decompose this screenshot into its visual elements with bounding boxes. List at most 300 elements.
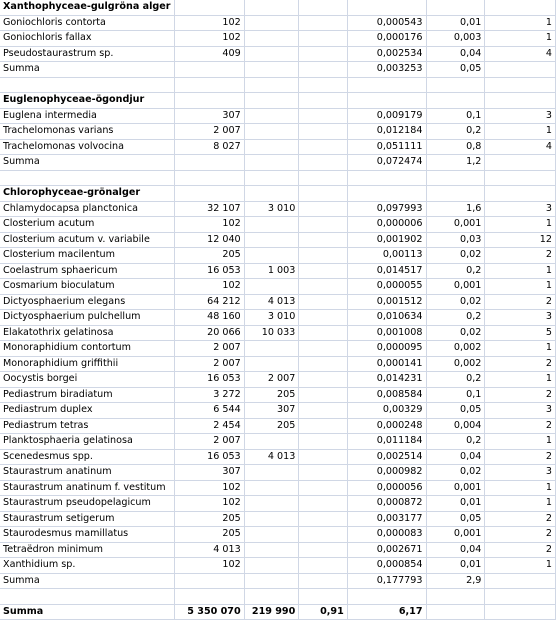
cell-name[interactable]: Summa (0, 604, 174, 620)
cell-col-5[interactable]: 0,001 (426, 480, 485, 496)
cell-col-5[interactable]: 0,04 (426, 449, 485, 465)
cell-col-2[interactable]: 4 013 (244, 449, 299, 465)
cell-col-6[interactable] (485, 0, 556, 15)
cell-col-3[interactable] (299, 217, 347, 233)
cell-col-4[interactable]: 0,001008 (347, 325, 426, 341)
cell-col-1[interactable] (174, 0, 244, 15)
cell-name[interactable]: Staurodesmus mamillatus (0, 527, 174, 543)
cell-col-5[interactable]: 0,01 (426, 15, 485, 31)
cell-col-6[interactable]: 1 (485, 279, 556, 295)
cell-col-3[interactable] (299, 465, 347, 481)
cell-col-3[interactable] (299, 170, 347, 186)
cell-col-1[interactable]: 102 (174, 496, 244, 512)
cell-col-5[interactable] (426, 589, 485, 605)
cell-col-6[interactable]: 12 (485, 232, 556, 248)
cell-col-2[interactable] (244, 139, 299, 155)
cell-col-5[interactable]: 0,2 (426, 310, 485, 326)
cell-col-5[interactable]: 0,01 (426, 496, 485, 512)
cell-col-3[interactable] (299, 573, 347, 589)
cell-col-2[interactable] (244, 217, 299, 233)
cell-col-6[interactable]: 5 (485, 325, 556, 341)
cell-name[interactable]: Scenedesmus spp. (0, 449, 174, 465)
cell-col-2[interactable] (244, 108, 299, 124)
cell-col-5[interactable]: 0,03 (426, 232, 485, 248)
cell-col-5[interactable]: 1,2 (426, 155, 485, 171)
cell-col-1[interactable]: 2 007 (174, 434, 244, 450)
cell-col-4[interactable]: 0,177793 (347, 573, 426, 589)
cell-col-3[interactable] (299, 201, 347, 217)
cell-name[interactable]: Dictyosphaerium elegans (0, 294, 174, 310)
cell-col-3[interactable] (299, 248, 347, 264)
cell-col-3[interactable] (299, 93, 347, 109)
cell-name[interactable]: Pediastrum biradiatum (0, 387, 174, 403)
cell-col-5[interactable]: 2,9 (426, 573, 485, 589)
cell-col-3[interactable] (299, 496, 347, 512)
cell-col-1[interactable] (174, 155, 244, 171)
cell-col-3[interactable] (299, 434, 347, 450)
cell-col-3[interactable] (299, 325, 347, 341)
cell-col-1[interactable]: 2 007 (174, 341, 244, 357)
cell-name[interactable]: Oocystis borgei (0, 372, 174, 388)
cell-col-4[interactable]: 0,072474 (347, 155, 426, 171)
cell-col-6[interactable]: 3 (485, 108, 556, 124)
cell-name[interactable]: Summa (0, 155, 174, 171)
cell-col-4[interactable]: 0,002514 (347, 449, 426, 465)
cell-col-5[interactable]: 0,02 (426, 325, 485, 341)
cell-col-3[interactable] (299, 46, 347, 62)
cell-col-5[interactable]: 0,001 (426, 217, 485, 233)
cell-col-2[interactable]: 3 010 (244, 310, 299, 326)
cell-col-5[interactable]: 0,004 (426, 418, 485, 434)
cell-col-5[interactable]: 0,001 (426, 279, 485, 295)
cell-col-1[interactable]: 2 454 (174, 418, 244, 434)
cell-col-1[interactable]: 102 (174, 31, 244, 47)
cell-col-1[interactable]: 48 160 (174, 310, 244, 326)
cell-name[interactable]: Dictyosphaerium pulchellum (0, 310, 174, 326)
cell-col-1[interactable]: 2 007 (174, 356, 244, 372)
cell-col-2[interactable]: 3 010 (244, 201, 299, 217)
cell-name[interactable]: Euglena intermedia (0, 108, 174, 124)
cell-col-4[interactable]: 0,001512 (347, 294, 426, 310)
cell-name[interactable]: Pediastrum tetras (0, 418, 174, 434)
cell-col-6[interactable] (485, 573, 556, 589)
cell-name[interactable]: Trachelomonas varians (0, 124, 174, 140)
cell-col-6[interactable]: 2 (485, 542, 556, 558)
cell-col-5[interactable]: 0,1 (426, 387, 485, 403)
cell-col-3[interactable] (299, 279, 347, 295)
cell-col-6[interactable]: 2 (485, 356, 556, 372)
cell-col-6[interactable]: 1 (485, 341, 556, 357)
cell-col-2[interactable] (244, 573, 299, 589)
table-row (0, 403, 556, 419)
cell-col-3[interactable] (299, 387, 347, 403)
blank-row (0, 589, 556, 605)
cell-col-3[interactable] (299, 186, 347, 202)
cell-col-5[interactable]: 0,001 (426, 527, 485, 543)
cell-col-6[interactable]: 2 (485, 418, 556, 434)
cell-col-5[interactable] (426, 93, 485, 109)
table-row (0, 232, 556, 248)
cell-col-5[interactable]: 0,05 (426, 403, 485, 419)
cell-col-2[interactable] (244, 511, 299, 527)
cell-col-1[interactable]: 16 053 (174, 263, 244, 279)
cell-name[interactable] (0, 589, 174, 605)
cell-col-4[interactable]: 0,000055 (347, 279, 426, 295)
cell-col-3[interactable] (299, 124, 347, 140)
cell-col-2[interactable]: 307 (244, 403, 299, 419)
cell-col-6[interactable]: 1 (485, 558, 556, 574)
blank-row (0, 170, 556, 186)
cell-col-1[interactable]: 102 (174, 480, 244, 496)
cell-col-4[interactable]: 0,003253 (347, 62, 426, 78)
cell-col-2[interactable]: 205 (244, 387, 299, 403)
cell-col-4[interactable]: 0,008584 (347, 387, 426, 403)
cell-col-1[interactable]: 32 107 (174, 201, 244, 217)
cell-col-1[interactable]: 64 212 (174, 294, 244, 310)
cell-col-4[interactable]: 0,097993 (347, 201, 426, 217)
cell-col-4[interactable]: 0,012184 (347, 124, 426, 140)
cell-name[interactable]: Staurastrum pseudopelagicum (0, 496, 174, 512)
cell-col-1[interactable]: 6 544 (174, 403, 244, 419)
table-row (0, 62, 556, 78)
cell-col-1[interactable]: 8 027 (174, 139, 244, 155)
cell-col-6[interactable]: 4 (485, 139, 556, 155)
cell-name[interactable] (0, 170, 174, 186)
cell-col-2[interactable] (244, 62, 299, 78)
cell-col-4[interactable]: 0,00329 (347, 403, 426, 419)
cell-name[interactable]: Chlorophyceae-grönalger (0, 186, 174, 202)
cell-col-6[interactable] (485, 155, 556, 171)
cell-name[interactable]: Monoraphidium griffithii (0, 356, 174, 372)
cell-col-4[interactable]: 0,051111 (347, 139, 426, 155)
cell-col-1[interactable]: 205 (174, 248, 244, 264)
cell-col-5[interactable]: 0,04 (426, 542, 485, 558)
cell-col-4[interactable]: 0,014517 (347, 263, 426, 279)
cell-col-6[interactable]: 1 (485, 217, 556, 233)
cell-col-2[interactable] (244, 155, 299, 171)
cell-col-1[interactable] (174, 186, 244, 202)
cell-name[interactable]: Monoraphidium contortum (0, 341, 174, 357)
cell-col-5[interactable]: 0,2 (426, 263, 485, 279)
table-row (0, 139, 556, 155)
cell-col-3[interactable]: 0,91 (299, 604, 347, 620)
cell-col-1[interactable]: 205 (174, 527, 244, 543)
cell-col-3[interactable] (299, 263, 347, 279)
cell-col-4[interactable]: 0,000176 (347, 31, 426, 47)
cell-col-6[interactable]: 2 (485, 449, 556, 465)
cell-col-1[interactable]: 205 (174, 511, 244, 527)
cell-name[interactable]: Goniochloris fallax (0, 31, 174, 47)
cell-col-4[interactable]: 0,000056 (347, 480, 426, 496)
cell-col-1[interactable]: 12 040 (174, 232, 244, 248)
cell-col-5[interactable]: 0,04 (426, 46, 485, 62)
cell-col-2[interactable] (244, 527, 299, 543)
cell-col-6[interactable] (485, 186, 556, 202)
cell-col-2[interactable] (244, 558, 299, 574)
cell-col-4[interactable] (347, 170, 426, 186)
cell-col-1[interactable]: 307 (174, 108, 244, 124)
cell-col-4[interactable]: 6,17 (347, 604, 426, 620)
cell-col-4[interactable]: 0,003177 (347, 511, 426, 527)
cell-col-5[interactable]: 0,002 (426, 356, 485, 372)
cell-col-6[interactable]: 1 (485, 480, 556, 496)
cell-col-3[interactable] (299, 403, 347, 419)
cell-col-5[interactable]: 0,01 (426, 558, 485, 574)
cell-col-6[interactable] (485, 77, 556, 93)
cell-col-5[interactable] (426, 604, 485, 620)
cell-col-5[interactable]: 0,002 (426, 341, 485, 357)
cell-col-4[interactable]: 0,000982 (347, 465, 426, 481)
cell-col-3[interactable] (299, 310, 347, 326)
cell-col-2[interactable] (244, 232, 299, 248)
cell-col-5[interactable]: 0,8 (426, 139, 485, 155)
cell-col-6[interactable]: 3 (485, 465, 556, 481)
cell-col-3[interactable] (299, 15, 347, 31)
table-row (0, 217, 556, 233)
cell-col-2[interactable] (244, 589, 299, 605)
cell-col-1[interactable] (174, 170, 244, 186)
cell-col-1[interactable]: 16 053 (174, 449, 244, 465)
cell-col-2[interactable]: 205 (244, 418, 299, 434)
cell-col-4[interactable]: 0,000083 (347, 527, 426, 543)
cell-col-6[interactable]: 1 (485, 31, 556, 47)
cell-col-2[interactable] (244, 496, 299, 512)
cell-col-3[interactable] (299, 232, 347, 248)
cell-col-5[interactable]: 0,05 (426, 511, 485, 527)
cell-col-1[interactable] (174, 77, 244, 93)
cell-col-4[interactable] (347, 0, 426, 15)
cell-col-6[interactable]: 1 (485, 263, 556, 279)
cell-col-6[interactable]: 1 (485, 434, 556, 450)
cell-col-3[interactable] (299, 294, 347, 310)
cell-col-5[interactable]: 0,02 (426, 248, 485, 264)
table-row (0, 108, 556, 124)
cell-name[interactable]: Euglenophyceae-ögondjur (0, 93, 174, 109)
cell-col-4[interactable]: 0,000543 (347, 15, 426, 31)
cell-col-6[interactable]: 3 (485, 201, 556, 217)
cell-col-4[interactable]: 0,002534 (347, 46, 426, 62)
cell-name[interactable]: Summa (0, 573, 174, 589)
cell-col-6[interactable]: 3 (485, 403, 556, 419)
cell-col-2[interactable] (244, 15, 299, 31)
cell-col-6[interactable]: 2 (485, 387, 556, 403)
cell-col-6[interactable]: 1 (485, 15, 556, 31)
cell-col-2[interactable] (244, 31, 299, 47)
cell-col-3[interactable] (299, 449, 347, 465)
cell-col-3[interactable] (299, 480, 347, 496)
cell-col-4[interactable]: 0,002671 (347, 542, 426, 558)
cell-name[interactable]: Closterium acutum v. variabile (0, 232, 174, 248)
cell-col-6[interactable]: 1 (485, 372, 556, 388)
cell-col-4[interactable]: 0,00113 (347, 248, 426, 264)
cell-col-5[interactable]: 0,2 (426, 372, 485, 388)
table-row (0, 124, 556, 140)
cell-name[interactable]: Pediastrum duplex (0, 403, 174, 419)
cell-col-5[interactable]: 0,02 (426, 294, 485, 310)
cell-name[interactable]: Goniochloris contorta (0, 15, 174, 31)
cell-col-2[interactable] (244, 186, 299, 202)
cell-col-2[interactable] (244, 77, 299, 93)
cell-name[interactable]: Closterium macilentum (0, 248, 174, 264)
cell-col-5[interactable]: 0,2 (426, 434, 485, 450)
cell-name[interactable]: Trachelomonas volvocina (0, 139, 174, 155)
cell-col-2[interactable] (244, 434, 299, 450)
table-row (0, 248, 556, 264)
cell-col-5[interactable]: 0,05 (426, 62, 485, 78)
cell-col-1[interactable]: 409 (174, 46, 244, 62)
cell-col-3[interactable] (299, 0, 347, 15)
cell-col-4[interactable] (347, 186, 426, 202)
cell-col-6[interactable]: 3 (485, 310, 556, 326)
cell-col-2[interactable]: 2 007 (244, 372, 299, 388)
cell-name[interactable]: Staurastrum anatinum (0, 465, 174, 481)
cell-col-5[interactable] (426, 170, 485, 186)
cell-col-4[interactable]: 0,010634 (347, 310, 426, 326)
cell-col-2[interactable] (244, 124, 299, 140)
cell-col-1[interactable] (174, 573, 244, 589)
cell-col-6[interactable] (485, 589, 556, 605)
cell-col-2[interactable]: 219 990 (244, 604, 299, 620)
cell-col-6[interactable]: 2 (485, 294, 556, 310)
cell-col-3[interactable] (299, 527, 347, 543)
cell-col-3[interactable] (299, 589, 347, 605)
cell-col-3[interactable] (299, 372, 347, 388)
cell-col-2[interactable] (244, 248, 299, 264)
cell-col-6[interactable]: 4 (485, 46, 556, 62)
cell-col-3[interactable] (299, 418, 347, 434)
cell-col-3[interactable] (299, 511, 347, 527)
cell-col-4[interactable] (347, 93, 426, 109)
table-row (0, 372, 556, 388)
cell-col-1[interactable] (174, 62, 244, 78)
cell-name[interactable]: Xanthidium sp. (0, 558, 174, 574)
cell-col-1[interactable]: 20 066 (174, 325, 244, 341)
grand-total-row (0, 604, 556, 620)
cell-col-2[interactable] (244, 480, 299, 496)
cell-col-1[interactable]: 2 007 (174, 124, 244, 140)
cell-col-4[interactable]: 0,000248 (347, 418, 426, 434)
cell-col-6[interactable]: 2 (485, 511, 556, 527)
cell-col-2[interactable] (244, 170, 299, 186)
cell-name[interactable]: Tetraëdron minimum (0, 542, 174, 558)
table-row (0, 341, 556, 357)
table-row (0, 527, 556, 543)
cell-name[interactable]: Cosmarium bioculatum (0, 279, 174, 295)
cell-col-4[interactable]: 0,001902 (347, 232, 426, 248)
cell-name[interactable]: Coelastrum sphaericum (0, 263, 174, 279)
cell-name[interactable] (0, 77, 174, 93)
cell-name[interactable]: Chlamydocapsa planctonica (0, 201, 174, 217)
cell-col-5[interactable]: 0,003 (426, 31, 485, 47)
cell-col-3[interactable] (299, 62, 347, 78)
cell-col-6[interactable]: 1 (485, 124, 556, 140)
cell-col-1[interactable]: 3 272 (174, 387, 244, 403)
cell-col-4[interactable]: 0,000854 (347, 558, 426, 574)
cell-col-4[interactable]: 0,000095 (347, 341, 426, 357)
cell-col-2[interactable] (244, 46, 299, 62)
cell-col-5[interactable] (426, 0, 485, 15)
group-header-row (0, 93, 556, 109)
cell-col-2[interactable] (244, 465, 299, 481)
cell-col-3[interactable] (299, 341, 347, 357)
cell-col-1[interactable]: 5 350 070 (174, 604, 244, 620)
cell-col-1[interactable]: 4 013 (174, 542, 244, 558)
cell-col-1[interactable]: 102 (174, 279, 244, 295)
cell-name[interactable]: Closterium acutum (0, 217, 174, 233)
cell-col-4[interactable]: 0,000872 (347, 496, 426, 512)
cell-col-5[interactable]: 1,6 (426, 201, 485, 217)
cell-name[interactable]: Planktosphaeria gelatinosa (0, 434, 174, 450)
cell-name[interactable]: Xanthophyceae-gulgröna alger (0, 0, 174, 15)
cell-col-5[interactable]: 0,02 (426, 465, 485, 481)
cell-col-6[interactable] (485, 62, 556, 78)
cell-col-1[interactable]: 307 (174, 465, 244, 481)
cell-col-4[interactable]: 0,011184 (347, 434, 426, 450)
cell-col-3[interactable] (299, 139, 347, 155)
cell-col-2[interactable] (244, 93, 299, 109)
cell-col-6[interactable] (485, 604, 556, 620)
cell-col-1[interactable]: 102 (174, 217, 244, 233)
cell-col-3[interactable] (299, 558, 347, 574)
cell-col-6[interactable]: 1 (485, 496, 556, 512)
cell-col-2[interactable] (244, 341, 299, 357)
cell-col-2[interactable] (244, 279, 299, 295)
cell-col-2[interactable]: 4 013 (244, 294, 299, 310)
cell-col-2[interactable] (244, 356, 299, 372)
cell-col-4[interactable]: 0,014231 (347, 372, 426, 388)
cell-col-5[interactable]: 0,2 (426, 124, 485, 140)
cell-col-3[interactable] (299, 542, 347, 558)
cell-col-4[interactable] (347, 589, 426, 605)
table-row (0, 449, 556, 465)
cell-name[interactable]: Elakatothrix gelatinosa (0, 325, 174, 341)
cell-col-4[interactable]: 0,000006 (347, 217, 426, 233)
cell-col-1[interactable]: 16 053 (174, 372, 244, 388)
cell-name[interactable]: Pseudostaurastrum sp. (0, 46, 174, 62)
cell-col-6[interactable]: 2 (485, 527, 556, 543)
cell-col-6[interactable]: 2 (485, 248, 556, 264)
table-row (0, 294, 556, 310)
cell-col-4[interactable] (347, 77, 426, 93)
cell-name[interactable]: Summa (0, 62, 174, 78)
table-row (0, 542, 556, 558)
cell-name[interactable]: Staurastrum setigerum (0, 511, 174, 527)
cell-col-3[interactable] (299, 77, 347, 93)
cell-col-5[interactable] (426, 77, 485, 93)
cell-col-4[interactable]: 0,000141 (347, 356, 426, 372)
cell-col-3[interactable] (299, 108, 347, 124)
cell-col-1[interactable]: 102 (174, 15, 244, 31)
table-row (0, 434, 556, 450)
cell-col-3[interactable] (299, 356, 347, 372)
cell-col-6[interactable] (485, 170, 556, 186)
cell-col-2[interactable]: 1 003 (244, 263, 299, 279)
cell-col-5[interactable]: 0,1 (426, 108, 485, 124)
table-row (0, 573, 556, 589)
cell-col-4[interactable]: 0,009179 (347, 108, 426, 124)
cell-col-1[interactable] (174, 589, 244, 605)
cell-col-3[interactable] (299, 31, 347, 47)
cell-col-5[interactable] (426, 186, 485, 202)
cell-col-3[interactable] (299, 155, 347, 171)
cell-name[interactable]: Staurastrum anatinum f. vestitum (0, 480, 174, 496)
cell-col-2[interactable]: 10 033 (244, 325, 299, 341)
cell-col-1[interactable]: 102 (174, 558, 244, 574)
cell-col-2[interactable] (244, 542, 299, 558)
cell-col-1[interactable] (174, 93, 244, 109)
cell-col-6[interactable] (485, 93, 556, 109)
cell-col-2[interactable] (244, 0, 299, 15)
